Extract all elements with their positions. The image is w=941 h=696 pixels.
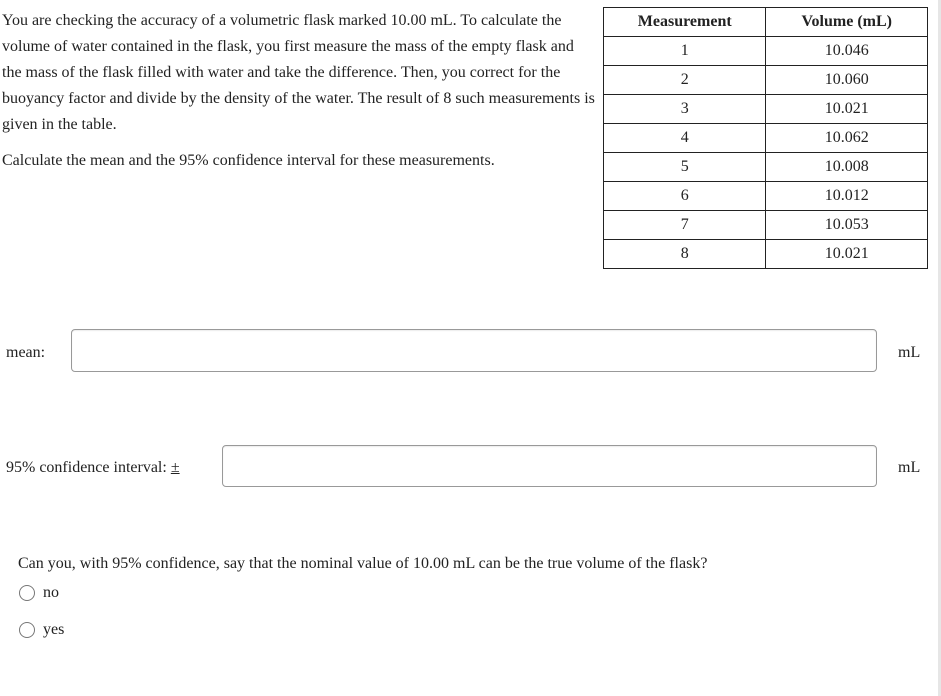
measurement-number: 6	[604, 182, 766, 211]
mean-input[interactable]	[71, 329, 877, 372]
measurement-number: 2	[604, 66, 766, 95]
problem-paragraph: You are checking the accuracy of a volumetric flask marked 10.00 mL. To calculate the volume of water contained in the flask, you first measure the mass of the empty flask and the mass of the flask filled with water and take the difference. Then, you correct for the buoyancy factor and divide by the density of the water. The result of 8 such measurements is given in the table.	[2, 12, 595, 133]
measurement-number: 4	[604, 124, 766, 153]
table-row	[604, 95, 928, 124]
measurement-table	[603, 7, 928, 269]
volume-value: 10.046	[766, 37, 928, 66]
ci-label	[6, 459, 180, 477]
mean-label: mean:	[6, 344, 46, 361]
table-row	[604, 182, 928, 211]
measurement-number: 7	[604, 211, 766, 240]
header-measurement: Measurement	[604, 8, 766, 37]
ci-unit: mL	[898, 459, 921, 476]
volume-value: 10.053	[766, 211, 928, 240]
problem-statement	[2, 8, 597, 184]
volume-value: 10.021	[766, 240, 928, 269]
radio-no[interactable]	[19, 585, 35, 601]
ci-label-text: 95% confidence interval:	[6, 459, 167, 476]
ci-input[interactable]	[222, 445, 877, 487]
table-row	[604, 153, 928, 182]
table-row	[604, 37, 928, 66]
volume-value: 10.021	[766, 95, 928, 124]
volume-value: 10.060	[766, 66, 928, 95]
volume-value: 10.012	[766, 182, 928, 211]
table-row	[604, 211, 928, 240]
measurement-number: 5	[604, 153, 766, 182]
measurement-number: 8	[604, 240, 766, 269]
option-yes[interactable]	[19, 621, 64, 639]
option-yes-label: yes	[43, 621, 65, 638]
mean-unit: mL	[898, 344, 921, 361]
question-text: Can you, with 95% confidence, say that the nominal value of 10.00 mL can be the true volume of the flask?	[18, 555, 708, 572]
volume-value: 10.008	[766, 153, 928, 182]
table-row	[604, 66, 928, 95]
measurement-number: 3	[604, 95, 766, 124]
table-row	[604, 240, 928, 269]
problem-instruction: Calculate the mean and the 95% confidence interval for these measurements.	[2, 152, 495, 169]
measurement-number: 1	[604, 37, 766, 66]
volume-value: 10.062	[766, 124, 928, 153]
header-volume: Volume (mL)	[766, 8, 928, 37]
option-no-label: no	[43, 584, 59, 601]
plus-minus-sign: ±	[170, 459, 180, 476]
radio-yes[interactable]	[19, 622, 35, 638]
option-no[interactable]	[19, 584, 59, 602]
table-row	[604, 124, 928, 153]
